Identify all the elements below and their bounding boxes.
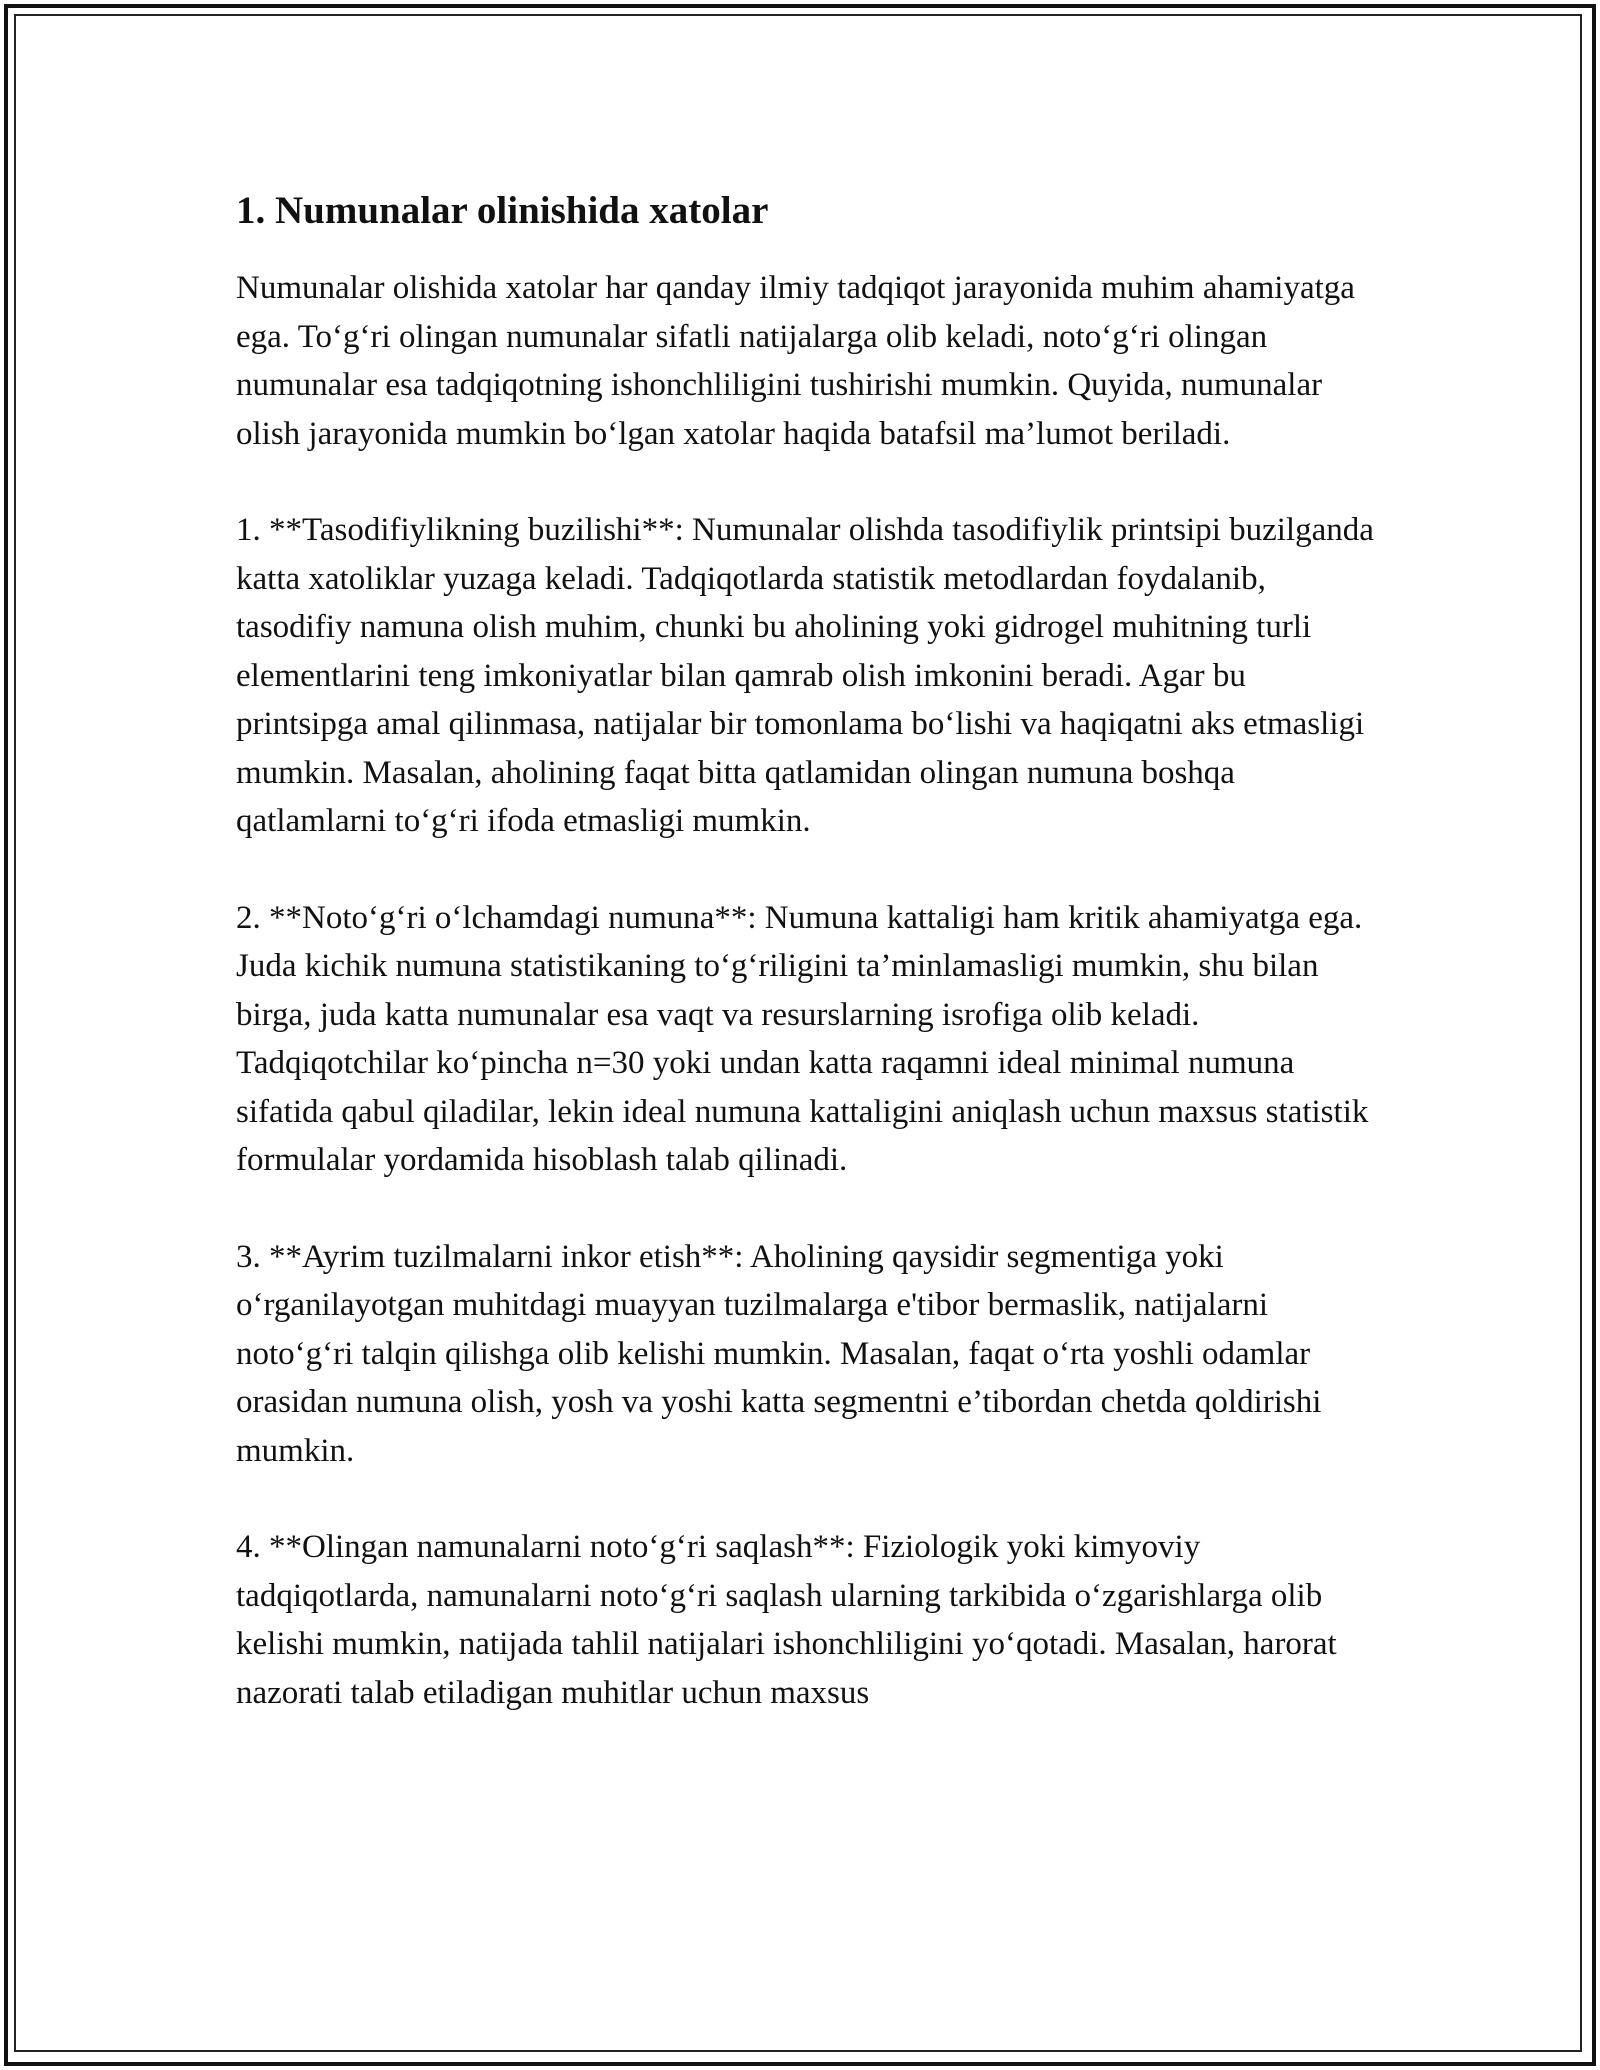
intro-paragraph: Numunalar olishida xatolar har qanday ilmiy tadqiqot jarayonida muhim ahamiyatga ega. To‘g‘ri olingan numunalar sifatli natijalarga olib keladi, noto‘g‘ri olingan numunalar esa tadqiqotning ishonchliligini tushirishi mumkin. Quyida, numunalar olish jarayonida mumkin bo‘lgan xatolar haqida batafsil ma’lumot beriladi. [236, 270, 1355, 452]
paragraph-item-2: 2. **Noto‘g‘ri o‘lchamdagi numuna**: Numuna kattaligi ham kritik ahamiyatga ega. Juda kichik numuna statistikaning to‘g‘riligini ta’minlamasligi mumkin, shu bilan birga, juda katta numunalar esa vaqt va resurslarning isrofiga olib keladi. Tadqiqotchilar ko‘pincha n=30 yoki undan katta raqamni ideal minimal numuna sifatida qabul qiladilar, lekin ideal numuna kattaligini aniqlash uchun maxsus statistik formulalar yordamida hisoblash talab qilinadi. [236, 899, 1369, 1178]
paragraph-item-3: 3. **Ayrim tuzilmalarni inkor etish**: Aholining qaysidir segmentiga yoki o‘rganilayotgan muhitdagi muayyan tuzilmalarga e'tibor bermaslik, natijalarni noto‘g‘ri talqin qilishga olib kelishi mumkin. Masalan, faqat o‘rta yoshli odamlar orasidan numuna olish, yosh va yoshi katta segmentni e’tibordan chetda qoldirishi mumkin. [236, 1238, 1322, 1469]
paragraph-item-4: 4. **Olingan namunalarni noto‘g‘ri saqlash**: Fiziologik yoki kimyoviy tadqiqotlarda, namunalarni noto‘g‘ri saqlash ularning tarkibida o‘zgarishlarga olib kelishi mumkin, natijada tahlil natijalari ishonchliligini yo‘qotadi. Masalan, harorat nazorati talab etiladigan muhitlar uchun maxsus [236, 1529, 1337, 1711]
paragraph-item-1: 1. **Tasodifiylikning buzilishi**: Numunalar olishda tasodifiylik printsipi buzilganda katta xatoliklar yuzaga keladi. Tadqiqotlarda statistik metodlardan foydalanib, tasodifiy namuna olish muhim, chunki bu aholining yoki gidrogel muhitning turli elementlarini teng imkoniyatlar bilan qamrab olish imkonini beradi. Agar bu printsipga amal qilinmasa, natijalar bir tomonlama bo‘lishi va haqiqatni aks etmasligi mumkin. Masalan, aholining faqat bitta qatlamidan olingan numuna boshqa qatlamlarni to‘g‘ri ifoda etmasligi mumkin. [236, 512, 1374, 839]
document-body [236, 186, 1376, 1765]
section-heading: 1. Numunalar olinishida xatolar [236, 189, 769, 232]
